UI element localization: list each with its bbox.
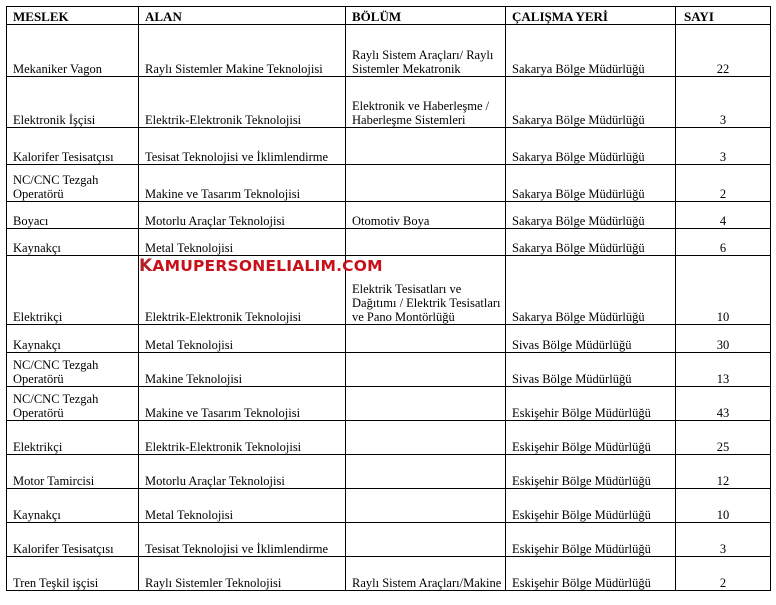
table-row	[7, 421, 771, 455]
cell-bolum	[346, 165, 506, 202]
cell-sayi: 3	[676, 128, 771, 165]
table-row	[7, 25, 771, 77]
cell-alan: Motorlu Araçlar Teknolojisi	[139, 202, 346, 229]
cell-calisma-yeri: Sivas Bölge Müdürlüğü	[506, 325, 676, 353]
cell-alan: Makine ve Tasarım Teknolojisi	[139, 165, 346, 202]
cell-sayi: 3	[676, 77, 771, 128]
table-row	[7, 128, 771, 165]
cell-bolum	[346, 128, 506, 165]
cell-sayi: 4	[676, 202, 771, 229]
header-meslek: MESLEK	[7, 7, 139, 25]
table-row	[7, 353, 771, 387]
cell-calisma-yeri: Sakarya Bölge Müdürlüğü	[506, 202, 676, 229]
cell-alan: Makine Teknolojisi	[139, 353, 346, 387]
cell-alan: Makine ve Tasarım Teknolojisi	[139, 387, 346, 421]
cell-calisma-yeri: Eskişehir Bölge Müdürlüğü	[506, 455, 676, 489]
cell-bolum: Otomotiv Boya	[346, 202, 506, 229]
cell-sayi: 12	[676, 455, 771, 489]
cell-meslek: NC/CNC Tezgah Operatörü	[7, 165, 139, 202]
cell-alan: Tesisat Teknolojisi ve İklimlendirme	[139, 128, 346, 165]
cell-sayi: 25	[676, 421, 771, 455]
table-row	[7, 77, 771, 128]
cell-calisma-yeri: Eskişehir Bölge Müdürlüğü	[506, 421, 676, 455]
cell-calisma-yeri: Sivas Bölge Müdürlüğü	[506, 353, 676, 387]
cell-meslek: Motor Tamircisi	[7, 455, 139, 489]
cell-calisma-yeri: Sakarya Bölge Müdürlüğü	[506, 165, 676, 202]
cell-calisma-yeri: Sakarya Bölge Müdürlüğü	[506, 256, 676, 325]
cell-bolum	[346, 353, 506, 387]
cell-meslek: Kaynakçı	[7, 325, 139, 353]
table-row	[7, 229, 771, 256]
cell-meslek: Tren Teşkil işçisi	[7, 557, 139, 591]
header-alan: ALAN	[139, 7, 346, 25]
cell-meslek: Kaynakçı	[7, 489, 139, 523]
cell-bolum: Elektronik ve Haberleşme / Haberleşme Sistemleri	[346, 77, 506, 128]
cell-sayi: 2	[676, 557, 771, 591]
table-row	[7, 256, 771, 325]
cell-meslek: Elektrikçi	[7, 421, 139, 455]
table-row	[7, 557, 771, 591]
table-row	[7, 325, 771, 353]
cell-bolum	[346, 421, 506, 455]
cell-meslek: Elektronik İşçisi	[7, 77, 139, 128]
cell-alan: Elektrik-Elektronik Teknolojisi	[139, 421, 346, 455]
cell-alan: Raylı Sistemler Teknolojisi	[139, 557, 346, 591]
cell-calisma-yeri: Eskişehir Bölge Müdürlüğü	[506, 523, 676, 557]
cell-alan: Metal Teknolojisi	[139, 229, 346, 256]
cell-calisma-yeri: Sakarya Bölge Müdürlüğü	[506, 128, 676, 165]
cell-sayi: 10	[676, 489, 771, 523]
watermark-logo: KAMUPERSONELIALIM.COM	[139, 256, 383, 276]
table-body	[7, 25, 771, 591]
cell-meslek: Kalorifer Tesisatçısı	[7, 128, 139, 165]
cell-bolum: Raylı Sistem Araçları/Makine	[346, 557, 506, 591]
table-row	[7, 455, 771, 489]
cell-sayi: 10	[676, 256, 771, 325]
cell-meslek: Kalorifer Tesisatçısı	[7, 523, 139, 557]
cell-sayi: 13	[676, 353, 771, 387]
cell-meslek: Mekaniker Vagon	[7, 25, 139, 77]
cell-sayi: 2	[676, 165, 771, 202]
cell-calisma-yeri: Eskişehir Bölge Müdürlüğü	[506, 387, 676, 421]
cell-alan	[139, 256, 383, 325]
cell-calisma-yeri: Sakarya Bölge Müdürlüğü	[506, 25, 676, 77]
cell-bolum	[346, 325, 506, 353]
cell-meslek: Elektrikçi	[7, 256, 139, 325]
cell-bolum	[346, 523, 506, 557]
cell-alan: Elektrik-Elektronik Teknolojisi	[139, 77, 346, 128]
cell-alan: Motorlu Araçlar Teknolojisi	[139, 455, 346, 489]
cell-bolum: Elektrik Tesisatları ve Dağıtımı / Elektrik Tesisatları ve Pano Montörlüğü	[346, 256, 506, 325]
cell-bolum: Raylı Sistem Araçları/ Raylı Sistemler Mekatronik	[346, 25, 506, 77]
header-bolum: BÖLÜM	[346, 7, 506, 25]
table-row	[7, 523, 771, 557]
cell-sayi: 30	[676, 325, 771, 353]
cell-alan: Metal Teknolojisi	[139, 325, 346, 353]
cell-meslek: NC/CNC Tezgah Operatörü	[7, 353, 139, 387]
cell-bolum	[346, 455, 506, 489]
table-row	[7, 489, 771, 523]
cell-sayi: 6	[676, 229, 771, 256]
cell-bolum	[346, 489, 506, 523]
cell-meslek: Boyacı	[7, 202, 139, 229]
job-table	[6, 6, 771, 591]
cell-alan: Raylı Sistemler Makine Teknolojisi	[139, 25, 346, 77]
header-calisma-yeri: ÇALIŞMA YERİ	[506, 7, 676, 25]
cell-alan: Metal Teknolojisi	[139, 489, 346, 523]
table-row	[7, 202, 771, 229]
cell-alan: Tesisat Teknolojisi ve İklimlendirme	[139, 523, 346, 557]
cell-calisma-yeri: Sakarya Bölge Müdürlüğü	[506, 77, 676, 128]
cell-sayi: 3	[676, 523, 771, 557]
cell-sayi: 43	[676, 387, 771, 421]
cell-sayi: 22	[676, 25, 771, 77]
header-row	[7, 7, 771, 25]
header-sayi: SAYI	[676, 7, 771, 25]
cell-calisma-yeri: Eskişehir Bölge Müdürlüğü	[506, 489, 676, 523]
table-row	[7, 165, 771, 202]
table-row	[7, 387, 771, 421]
cell-alan-text: Elektrik-Elektronik Teknolojisi	[145, 310, 302, 324]
cell-calisma-yeri: Eskişehir Bölge Müdürlüğü	[506, 557, 676, 591]
cell-bolum	[346, 229, 506, 256]
cell-meslek: NC/CNC Tezgah Operatörü	[7, 387, 139, 421]
cell-bolum	[346, 387, 506, 421]
cell-calisma-yeri: Sakarya Bölge Müdürlüğü	[506, 229, 676, 256]
cell-meslek: Kaynakçı	[7, 229, 139, 256]
